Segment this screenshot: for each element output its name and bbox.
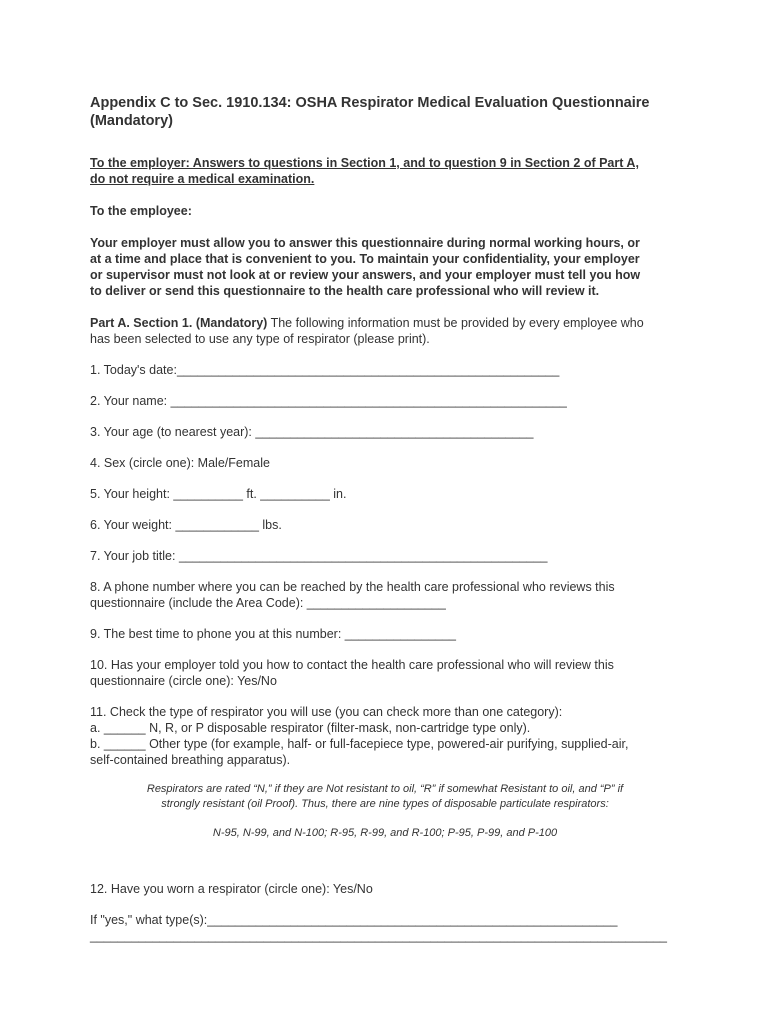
employee-instructions-line: at a time and place that is convenient to you. To maintain your confidentiality, your employer [90,252,640,266]
question-8-line: 8. A phone number where you can be reached by the health care professional who reviews this [90,580,615,594]
question-10 [90,657,690,689]
part-a-text: The following information must be provided by every employee who [267,316,644,330]
title-line: Appendix C to Sec. 1910.134: OSHA Respirator Medical Evaluation Questionnaire [90,95,650,111]
title-line: (Mandatory) [90,113,173,129]
question-9: 9. The best time to phone you at this number: ________________ [90,627,457,641]
question-4: 4. Sex (circle one): Male/Female [90,456,270,470]
respirator-rating-note [90,782,680,812]
question-11-option-a: a. ______ N, R, or P disposable respirator (filter-mask, non-cartridge type only). [90,721,531,735]
employer-notice-line: do not require a medical examination. [90,171,315,186]
question-11-option-b: b. ______ Other type (for example, half- or full-facepiece type, powered-air purifying, supplied-air, [90,737,629,751]
part-a-intro [90,315,690,347]
question-10-line: 10. Has your employer told you how to contact the health care professional who will review this [90,658,614,672]
employee-heading: To the employee: [90,204,192,218]
question-8-line: questionnaire (include the Area Code): ____________________ [90,596,446,610]
question-11 [90,704,690,768]
employee-instructions-line: or supervisor must not look at or review your answers, and your employer must tell you how [90,268,641,282]
question-11-option-b-cont: self-contained breathing apparatus). [90,753,291,767]
question-8 [90,579,690,611]
question-12-followup-line: ___________________________________________________________________________________ [90,929,668,943]
question-6: 6. Your weight: ____________ lbs. [90,518,282,532]
employee-instructions-line: Your employer must allow you to answer this questionnaire during normal working hours, or [90,236,640,250]
part-a-intro-line: has been selected to use any type of respirator (please print). [90,332,430,346]
respirator-types-list: N-95, N-99, and N-100; R-95, R-99, and R-100; P-95, P-99, and P-100 [212,827,558,839]
questionnaire-content [90,94,690,944]
part-a-intro-line [90,315,690,331]
question-10-line: questionnaire (circle one): Yes/No [90,674,277,688]
question-3: 3. Your age (to nearest year): ________________________________________ [90,425,534,439]
question-12: 12. Have you worn a respirator (circle one): Yes/No [90,882,373,896]
employee-instructions [90,235,690,299]
rating-note-line: strongly resistant (oil Proof). Thus, there are nine types of disposable particulate respirators: [161,798,609,810]
question-12-followup: If "yes," what type(s):___________________________________________________________ [90,913,618,927]
question-2: 2. Your name: _________________________________________________________ [90,394,567,408]
employer-notice-line: To the employer: Answers to questions in Section 1, and to question 9 in Section 2 of Part A, [90,156,639,170]
employer-notice [90,156,690,187]
question-7: 7. Your job title: _____________________________________________________ [90,549,548,563]
page-title [90,94,690,130]
employee-instructions-line: to deliver or send this questionnaire to the health care professional who will review it. [90,284,600,298]
question-5: 5. Your height: __________ ft. __________ in. [90,487,347,501]
question-1: 1. Today's date:_______________________________________________________ [90,363,560,377]
rating-note-line: Respirators are rated “N,” if they are Not resistant to oil, “R” if somewhat Resistant to oil, and “P” if [146,783,624,795]
question-11-line: 11. Check the type of respirator you will use (you can check more than one category): [90,705,563,719]
part-a-heading: Part A. Section 1. (Mandatory) [90,316,268,330]
